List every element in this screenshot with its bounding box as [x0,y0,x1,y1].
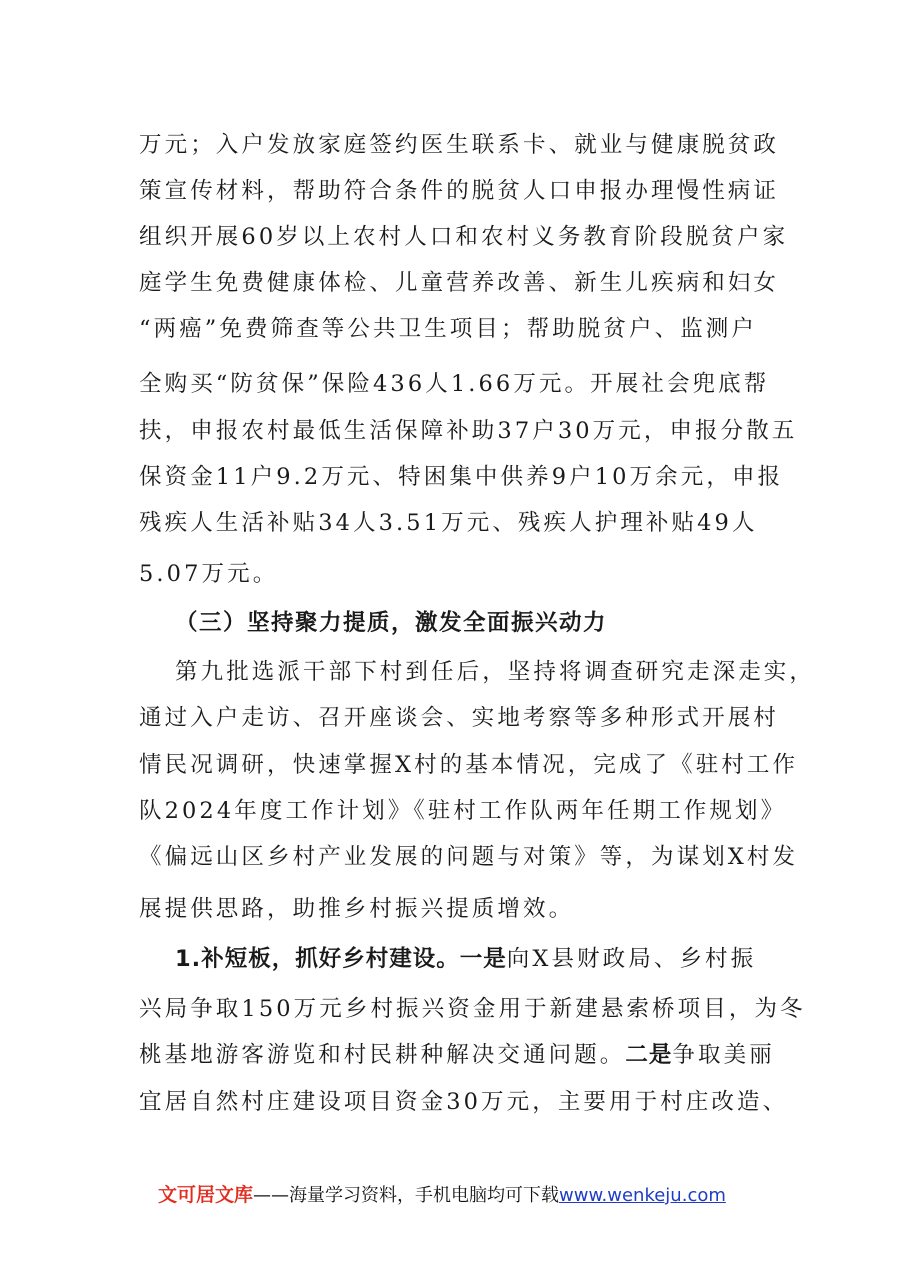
body-line-4: 庭学生免费健康体检、儿童营养改善、新生儿疾病和妇女 [139,270,780,296]
body-line-9: 残疾人生活补贴34人3.51万元、残疾人护理补贴49人 [139,510,758,536]
section-heading: （三）坚持聚力提质，激发全面振兴动力 [175,610,608,636]
body-line-7: 扶，申报农村最低生活保障补助37户30万元，申报分散五 [139,418,798,444]
body-line-6: 全购买“防贫保”保险436人1.66万元。开展社会兜底帮 [139,371,770,397]
para3-line-3 [139,1040,779,1070]
para3-line-1 [175,944,779,974]
para3-line-3-rest: 争取美丽 [672,1042,775,1068]
para3-line-4: 宜居自然村庄建设项目资金30万元，主要用于村庄改造、 [139,1089,789,1115]
para2-line-5: 《偏远山区乡村产业发展的问题与对策》等，为谋划X村发 [139,844,799,870]
body-line-1: 万元；入户发放家庭签约医生联系卡、就业与健康脱贫政 [139,132,780,158]
para2-line-4: 队2024年度工作计划》《驻村工作队两年任期工作规划》 [139,798,787,824]
point-two-label: 二是 [625,1042,673,1068]
body-line-8: 保资金11户9.2万元、特困集中供养9户10万余元，申报 [139,464,784,490]
footer-banner [158,1182,726,1209]
item-title: 1.补短板，抓好乡村建设。 [175,946,460,972]
body-line-3: 组织开展60岁以上农村人口和农村义务教育阶段脱贫户家 [139,224,789,250]
para2-line-1: 第九批选派干部下村到任后，坚持将调查研究走深走实， [175,659,816,685]
body-line-2: 策宣传材料，帮助符合条件的脱贫人口申报办理慢性病证 [139,178,780,204]
footer-brand: 文可居文库 [158,1184,254,1206]
para3-line-1-text: 向X县财政局、乡村振 [506,946,757,972]
body-line-5: “两癌”免费筛查等公共卫生项目；帮助脱贫户、监测户 [139,316,758,342]
para3-line-3-text: 桃基地游客游览和村民耕种解决交通问题。 [139,1042,626,1068]
para2-line-2: 通过入户走访、召开座谈会、实地考察等多种形式开展村 [139,705,780,731]
para2-line-6: 展提供思路，助推乡村振兴提质增效。 [139,896,575,922]
point-one-label: 一是 [459,946,507,972]
footer-site-link[interactable]: www.wenkeju.com [559,1185,726,1206]
para2-line-3: 情民况调研，快速掌握X村的基本情况，完成了《驻村工作 [139,752,799,778]
footer-text: ——海量学习资料，手机电脑均可下载 [253,1185,560,1206]
body-line-10: 5.07万元。 [139,561,279,587]
para3-line-2: 兴局争取150万元乡村振兴资金用于新建悬索桥项目，为冬 [139,996,806,1022]
